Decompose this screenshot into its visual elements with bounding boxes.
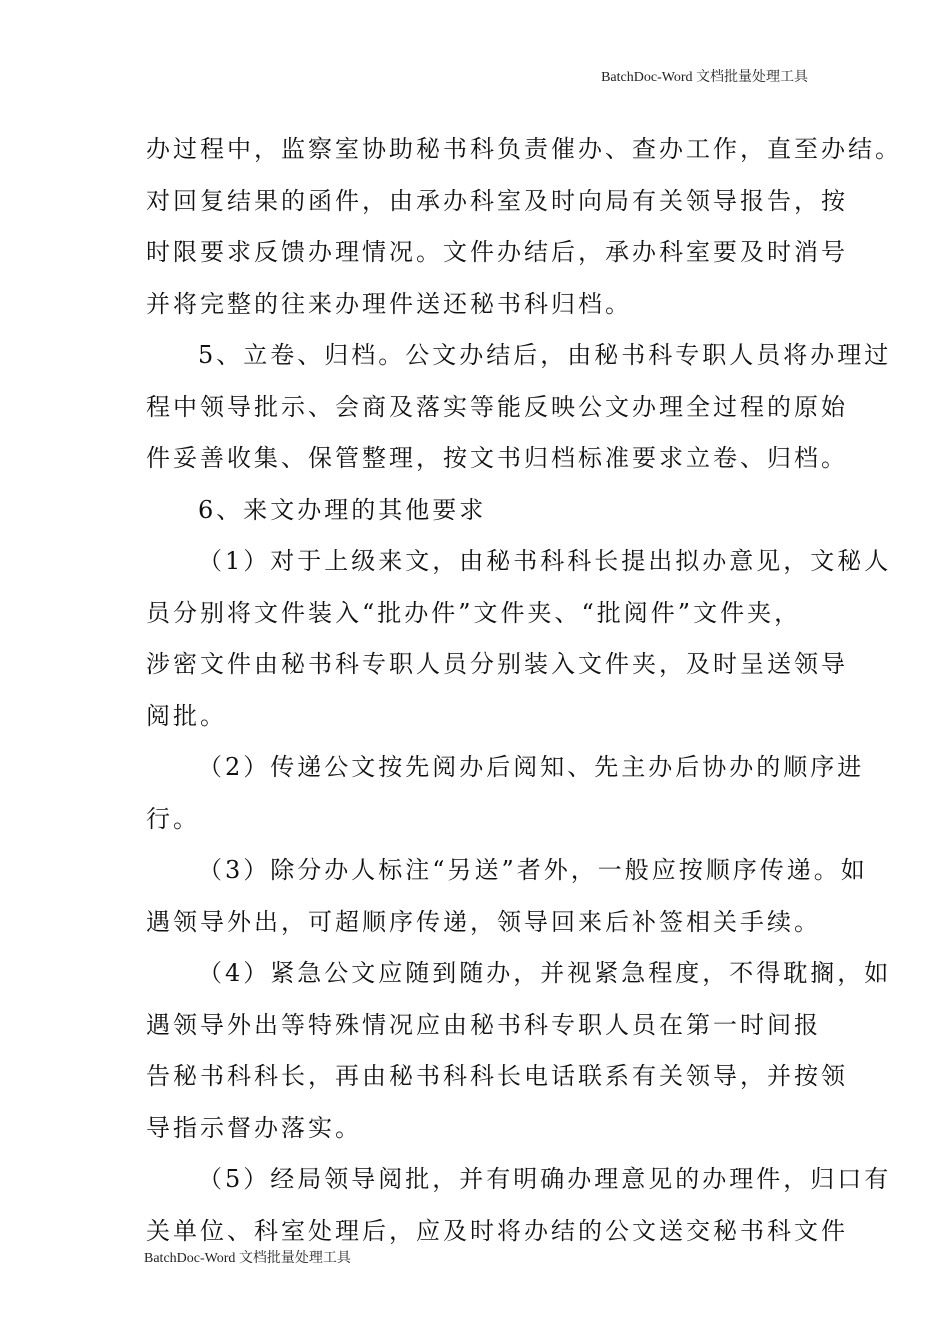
text-line: 关单位、科室处理后，应及时将办结的公文送交秘书科文件 (146, 1216, 848, 1245)
text-line: 程中领导批示、会商及落实等能反映公文办理全过程的原始 (146, 392, 848, 421)
paragraph-start-line: （5）经局领导阅批，并有明确办理意见的办理件，归口有 (198, 1165, 892, 1193)
text-line: 告秘书科科长，再由秘书科科长电话联系有关领导，并按领 (146, 1062, 848, 1090)
section-heading: 6、来文办理的其他要求 (198, 495, 487, 524)
paragraph-start-line: （4）紧急公文应随到随办，并视紧急程度，不得耽搁，如 (198, 959, 892, 987)
paragraph-start-line: （3）除分办人标注“另送”者外，一般应按顺序传递。如 (198, 856, 868, 884)
text-line: 遇领导外出，可超顺序传递，领导回来后补签相关手续。 (146, 907, 821, 936)
text-line: 对回复结果的函件，由承办科室及时向局有关领导报告，按 (146, 186, 848, 215)
paragraph-start-line: （2）传递公文按先阅办后阅知、先主办后协办的顺序进 (198, 753, 865, 781)
text-line: 涉密文件由秘书科专职人员分别装入文件夹，及时呈送领导 (146, 650, 848, 678)
page-header: BatchDoc-Word 文档批量处理工具 (601, 70, 808, 85)
text-line: 办过程中，监察室协助秘书科负责催办、查办工作，直至办结。 (146, 135, 902, 163)
text-line: 员分别将文件装入“批办件”文件夹、“批阅件”文件夹， (146, 598, 802, 627)
page-footer: BatchDoc-Word 文档批量处理工具 (144, 1251, 351, 1266)
paragraph-start-line: （1）对于上级来文，由秘书科科长提出拟办意见，文秘人 (198, 547, 892, 575)
text-line: 遇领导外出等特殊情况应由秘书科专职人员在第一时间报 (146, 1010, 821, 1039)
text-line: 阅批。 (146, 701, 227, 730)
document-body (146, 124, 902, 1257)
text-line: 件妥善收集、保管整理，按文书归档标准要求立卷、归档。 (146, 444, 848, 472)
paragraph-start-line: 5、立卷、归档。公文办结后，由秘书科专职人员将办理过 (198, 341, 892, 369)
text-line: 导指示督办落实。 (146, 1113, 362, 1142)
text-line: 时限要求反馈办理情况。文件办结后，承办科室要及时消号 (146, 238, 848, 266)
text-line: 并将完整的往来办理件送还秘书科归档。 (146, 289, 632, 318)
text-line: 行。 (146, 804, 200, 833)
